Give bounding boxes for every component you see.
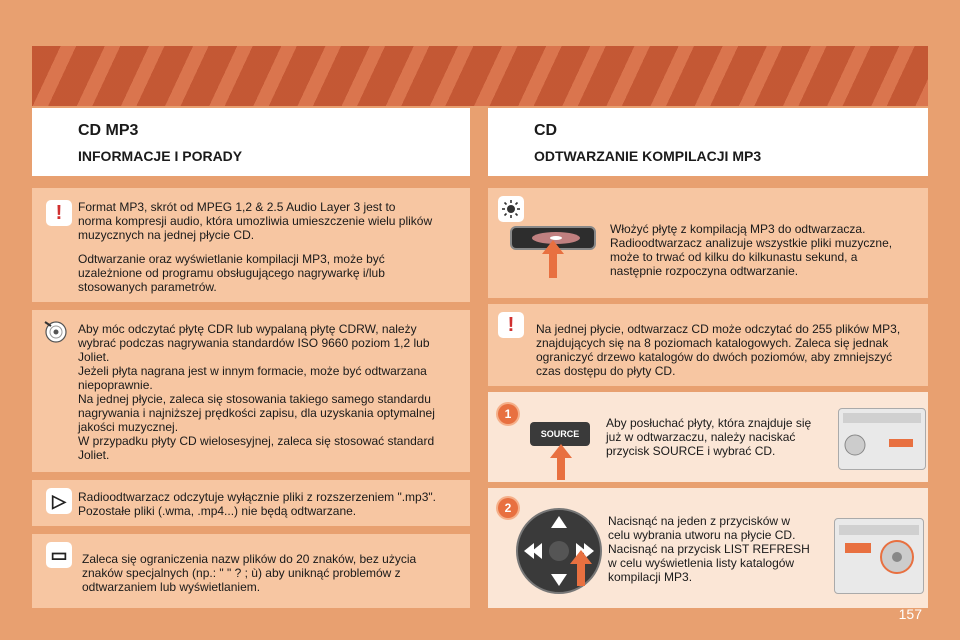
format-paragraph-1: Format MP3, skrót od MPEG 1,2 & 2.5 Audio Layer 3 jest to norma kompresji audio, która umozliwia umieszczenie wielu plików muzycznych na jednej płycie CD. <box>78 200 433 242</box>
left-header-subtitle: INFORMACJE I PORADY <box>78 148 243 164</box>
right-step-1 <box>488 392 928 482</box>
rectangle-icon: ▭ <box>46 542 72 568</box>
source-button[interactable]: SOURCE <box>530 422 590 446</box>
insert-paragraph: Włożyć płytę z kompilacją MP3 do odtwarzacza. Radioodtwarzacz analizuje wszystkie pliki muzyczne, może to trwać od kilku do kilkunastu sekund, a następnie rozpoczyna odtwarzanie. <box>610 222 893 278</box>
left-block-extension <box>32 480 470 526</box>
play-icon: ▷ <box>46 488 72 514</box>
disc-icon <box>42 318 68 344</box>
press-arrow-icon <box>550 444 572 480</box>
left-block-format <box>32 188 470 302</box>
left-header <box>32 108 470 176</box>
page-number: 157 <box>898 606 922 622</box>
format-paragraph-2: Odtwarzanie oraz wyświetlanie kompilacji MP3, może być uzależnione od programu obsługującego nagrywarkę i/lub stosowanych parametrów. <box>78 252 385 294</box>
radio-panel-illustration <box>838 408 926 470</box>
right-step-2 <box>488 488 928 608</box>
right-block-insert <box>488 188 928 298</box>
extension-paragraph: Radioodtwarzacz odczytuje wyłącznie pliki z rozszerzeniem ".mp3". Pozostałe pliki (.wma, .mp4...) nie będą odtwarzane. <box>78 490 436 518</box>
insert-arrow-icon <box>542 240 564 278</box>
left-block-cdr <box>32 310 470 472</box>
right-block-limits <box>488 304 928 386</box>
right-header-title: CD <box>534 122 558 139</box>
right-header <box>488 108 928 176</box>
cdr-paragraph: Aby móc odczytać płytę CDR lub wypalaną płytę CDRW, należy wybrać podczas nagrywania standardów ISO 9660 poziom 1,2 lub Joliet. Jeżeli płyta nagrana jest w innym formacie, może być odtwarzana niepoprawnie. Na jednej płycie, zaleca się stosowania takiego samego standardu nagrywania i najniższej prędkości zapisu, dla uzyskania optymalnej jakości muzycznej. W przypadku płyty CD wielosesyjnej, zaleca się stosować standard Joliet. <box>78 322 435 462</box>
step-1-number: 1 <box>498 404 518 424</box>
warning-icon: ! <box>498 312 524 338</box>
step-2-number: 2 <box>498 498 518 518</box>
header-decoration-stripes <box>32 46 928 106</box>
limits-paragraph: Na jednej płycie, odtwarzacz CD może odczytać do 255 plików MP3, znajdujących się na 8 poziomach katalogowych. Zaleca się jednak ograniczyć drzewo katalogów do dwóch poziomów, aby zmniejszyć czas dostępu do płyty CD. <box>536 322 901 378</box>
step-1-paragraph: Aby posłuchać płyty, która znajduje się już w odtwarzaczu, należy naciskać przycisk SOURCE i wybrać CD. <box>606 416 812 458</box>
warning-icon: ! <box>46 200 72 226</box>
light-icon <box>498 196 524 222</box>
right-header-subtitle: ODTWARZANIE KOMPILACJI MP3 <box>534 148 762 164</box>
press-arrow-icon <box>570 550 592 586</box>
radio-controls-illustration <box>834 518 924 594</box>
left-header-title: CD MP3 <box>78 122 139 139</box>
filenames-paragraph: Zaleca się ograniczenia nazw plików do 20 znaków, bez użycia znaków specjalnych (np.: " " ? ; ù) aby uniknąć problemów z odtwarzaniem lub wyświetlaniem. <box>82 552 417 594</box>
left-block-filenames <box>32 534 470 608</box>
step-2-paragraph: Nacisnąć na jeden z przycisków w celu wybrania utworu na płycie CD. Nacisnąć na przycisk LIST REFRESH w celu wyświetlenia listy katalogów kompilacji MP3. <box>608 514 810 584</box>
